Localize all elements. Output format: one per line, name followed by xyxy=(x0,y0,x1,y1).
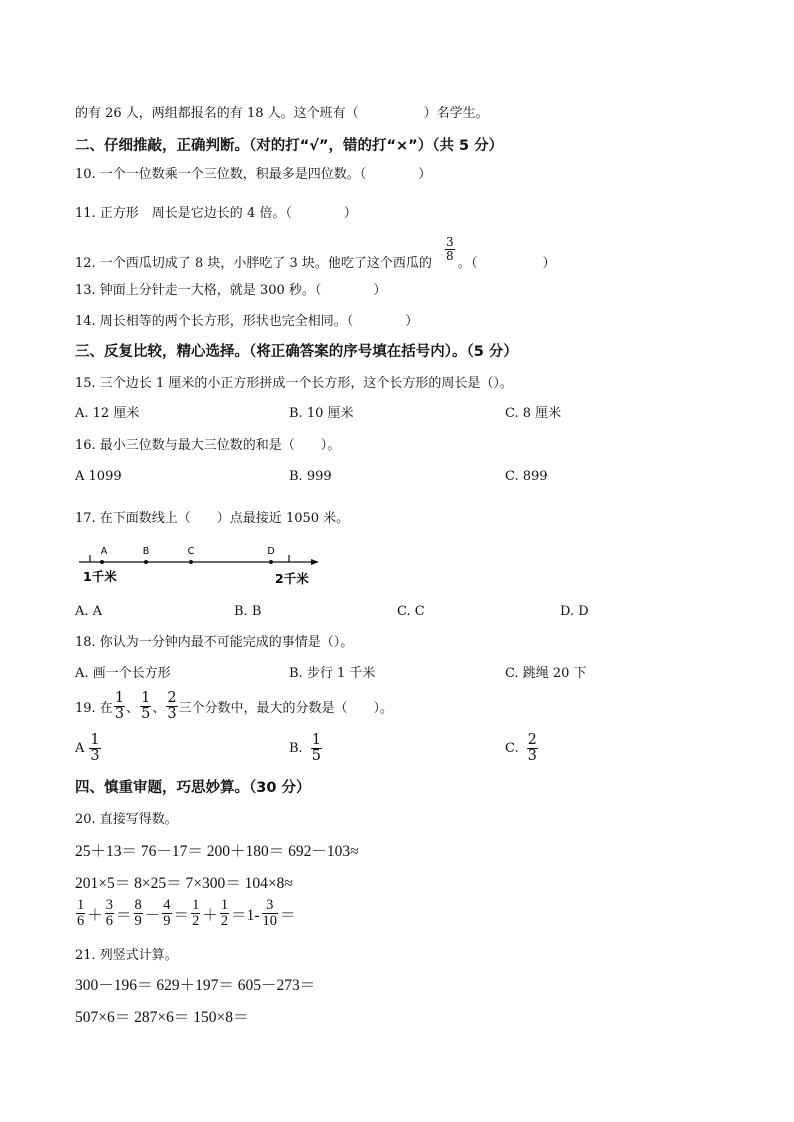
point-b-dot xyxy=(144,560,148,564)
fraction-numerator: 2 xyxy=(167,690,177,706)
fraction xyxy=(105,898,114,929)
q19-option-a xyxy=(75,733,102,764)
fraction xyxy=(191,898,200,929)
fraction-numerator: 3 xyxy=(105,897,114,913)
q19-fraction-3 xyxy=(166,691,177,722)
question-14: 14. 周长相等的两个长方形，形状也完全相同。（ ） xyxy=(75,314,419,329)
fraction-denominator: 10 xyxy=(262,913,277,930)
q18-option-a: A. 画一个长方形 xyxy=(75,666,171,681)
fraction xyxy=(134,898,143,929)
q19-fraction-2 xyxy=(140,691,151,722)
question-17: 17. 在下面数线上（ ）点最接近 1050 米。 xyxy=(75,511,350,526)
fraction-numerator: 1 xyxy=(311,732,321,748)
point-a-label: A xyxy=(100,546,108,557)
mental-math-row-1: 25＋13＝ 76－17＝ 200＋180＝ 692－103≈ xyxy=(75,843,359,860)
separator: 、 xyxy=(126,701,140,717)
fraction-denominator: 2 xyxy=(192,913,200,930)
fraction-denominator: 5 xyxy=(141,706,151,723)
fraction-numerator: 1 xyxy=(192,897,200,913)
section-4-heading: 四、慎重审题，巧思妙算。（30 分） xyxy=(75,780,311,796)
fraction-denominator: 5 xyxy=(311,748,321,765)
question-19-prefix: 19. 在 xyxy=(75,701,113,717)
continued-question-line: 的有 26 人，两组都报名的有 18 人。这个班有（ ）名学生。 xyxy=(75,106,489,121)
fraction-denominator: 9 xyxy=(134,913,142,930)
q16-option-c: C. 899 xyxy=(505,469,548,484)
number-line-diagram xyxy=(75,540,325,588)
fraction-numerator: 8 xyxy=(134,897,142,913)
option-letter: B. xyxy=(289,741,303,757)
q15-option-b: B. 10 厘米 xyxy=(289,406,354,421)
section-2-heading: 二、仔细推敲，正确判断。（对的打“√”，错的打“×”）（共 5 分） xyxy=(75,138,504,154)
fraction-numerator: 1 xyxy=(141,690,151,706)
q17-option-a: A. A xyxy=(75,604,103,619)
separator: 、 xyxy=(152,701,166,717)
section-3-heading: 三、反复比较，精心选择。（将正确答案的序号填在括号内）。（5 分） xyxy=(75,344,518,360)
point-d-label: D xyxy=(267,546,275,557)
point-a-dot xyxy=(100,560,104,564)
point-d-dot xyxy=(269,560,273,564)
operator: ＋ xyxy=(87,906,103,924)
q19-fraction-1 xyxy=(114,691,125,722)
operator: ＝1- xyxy=(231,906,260,924)
fraction-numerator: 2 xyxy=(527,732,537,748)
fraction-numerator: 1 xyxy=(90,732,100,748)
arrow-head-icon xyxy=(311,559,319,565)
fraction-denominator: 8 xyxy=(446,248,454,263)
q15-option-c: C. 8 厘米 xyxy=(505,406,562,421)
option-fraction xyxy=(89,733,100,764)
q18-option-c: C. 跳绳 20 下 xyxy=(505,666,587,681)
question-21: 21. 列竖式计算。 xyxy=(75,948,178,963)
question-12-text: 12. 一个西瓜切成了 8 块，小胖吃了 3 块。他吃了这个西瓜的 xyxy=(75,256,432,271)
fraction-numerator: 1 xyxy=(77,897,85,913)
fraction-denominator: 2 xyxy=(220,913,229,930)
fraction-numerator: 3 xyxy=(446,235,454,249)
q16-option-a: A 1099 xyxy=(75,469,122,484)
point-c-label: C xyxy=(187,546,195,557)
fraction-denominator: 6 xyxy=(77,913,85,930)
question-19-suffix: 三个分数中，最大的分数是（ ）。 xyxy=(178,701,394,717)
q17-option-c: C. C xyxy=(397,604,425,619)
q16-option-b: B. 999 xyxy=(289,469,332,484)
operator: ＋ xyxy=(202,906,218,924)
left-end-label: 1千米 xyxy=(83,569,117,584)
question-11: 11. 正方形 周长是它边长的 4 倍。（ ） xyxy=(75,206,357,221)
option-fraction xyxy=(311,733,322,764)
q17-option-d: D. D xyxy=(560,604,589,619)
question-16: 16. 最小三位数与最大三位数的和是（ ）。 xyxy=(75,438,341,453)
question-19 xyxy=(75,691,393,722)
fraction-numerator: 1 xyxy=(114,690,125,706)
operator: － xyxy=(144,906,161,924)
fraction-denominator: 3 xyxy=(90,748,100,765)
fraction-denominator: 9 xyxy=(163,913,171,930)
question-10: 10. 一个一位数乘一个三位数，积最多是四位数。（ ） xyxy=(75,167,432,182)
fraction-denominator: 3 xyxy=(114,706,125,723)
q19-option-c xyxy=(505,733,539,764)
q19-option-b xyxy=(289,733,323,764)
question-20: 20. 直接写得数。 xyxy=(75,812,178,827)
fraction-denominator: 3 xyxy=(167,706,177,723)
fraction-numerator: 1 xyxy=(220,897,229,913)
operator: ＝ xyxy=(280,906,296,924)
question-12-blank: 。（ ） xyxy=(458,256,556,271)
right-end-label: 2千米 xyxy=(275,571,309,586)
option-fraction xyxy=(527,733,538,764)
question-12-fraction xyxy=(445,236,455,262)
fraction-math-row xyxy=(75,898,297,929)
q15-option-a: A. 12 厘米 xyxy=(75,406,140,421)
fraction xyxy=(262,898,279,929)
operator: ＝ xyxy=(116,906,132,924)
point-b-label: B xyxy=(142,546,150,557)
q18-option-b: B. 步行 1 千米 xyxy=(289,666,376,681)
q17-option-b: B. B xyxy=(234,604,262,619)
question-15: 15. 三个边长 1 厘米的小正方形拼成一个长方形，这个长方形的周长是（）。 xyxy=(75,376,513,391)
question-12 xyxy=(75,256,432,272)
option-letter: A xyxy=(75,741,85,757)
question-18: 18. 你认为一分钟内最不可能完成的事情是（）。 xyxy=(75,635,354,650)
mental-math-row-2: 201×5＝ 8×25＝ 7×300＝ 104×8≈ xyxy=(75,875,293,892)
fraction-denominator: 6 xyxy=(105,913,114,930)
fraction xyxy=(220,898,229,929)
vertical-calc-row-1: 300－196＝ 629＋197＝ 605－273＝ xyxy=(75,977,316,994)
vertical-calc-row-2: 507×6＝ 287×6＝ 150×8＝ xyxy=(75,1009,249,1026)
question-13: 13. 钟面上分针走一大格，就是 300 秒。（ ） xyxy=(75,283,387,298)
fraction-denominator: 3 xyxy=(527,748,537,765)
fraction-numerator: 3 xyxy=(262,898,279,914)
point-c-dot xyxy=(189,560,193,564)
fraction xyxy=(162,898,171,929)
option-letter: C. xyxy=(505,741,519,757)
fraction-numerator: 4 xyxy=(163,897,171,913)
fraction xyxy=(76,898,85,929)
operator: ＝ xyxy=(173,906,190,924)
